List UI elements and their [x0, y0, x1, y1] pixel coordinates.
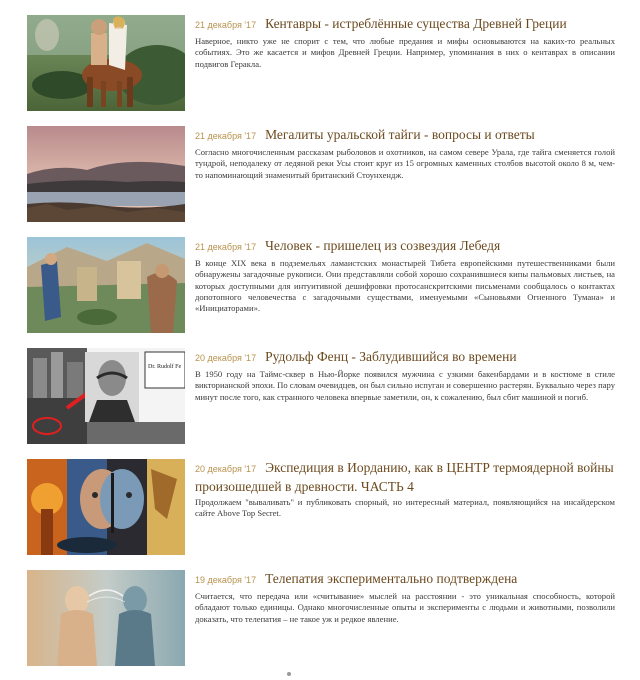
article-body [195, 348, 615, 403]
telepathy-image [27, 570, 185, 666]
article-title-link[interactable]: Человек - пришелец из созвездия Лебедя [265, 238, 501, 253]
article-excerpt: Наверное, никто уже не спорит с тем, что любые предания и мифы основываются на каких-то реальных событиях. Это же касается и мифов Древней Греции. Например, упоминания в них о кентаврах в описании подвигов Геракла. [195, 36, 615, 69]
article-title-link[interactable]: Рудольф Фенц - Заблудившийся во времени [265, 349, 517, 364]
article-thumbnail-megaliths[interactable] [27, 126, 185, 222]
article-excerpt: В конце XIX века в подземельях ламаистских монастырей Тибета европейскими путешественниками были обнаружены загадочные рукописи. Они представляли собой хорошо сохранившиеся кипы пальмовых листьев, на которых доступными для интуитивной дешифровки протосанскритскими письменами сообщалось о контактах допотопного человечества с загадочными существами, именуемыми «Сыновьями Огненного Тумана» и «Инициаторами». [195, 258, 615, 314]
article-date: 21 декабря '17 [195, 131, 257, 141]
article-header [195, 459, 615, 495]
article-title-link[interactable]: Кентавры - истреблённые существа Древней Греции [265, 16, 567, 31]
article-thumbnail-fenz[interactable] [27, 348, 185, 444]
article-header [195, 15, 615, 34]
article-thumbnail-jordan[interactable] [27, 459, 185, 555]
article-item [0, 570, 640, 666]
bottom-dot [287, 672, 291, 676]
article-item [0, 348, 640, 444]
article-excerpt: Продолжаем "вываливать" и публиковать спорный, но интересный материал, появляющийся на инсайдерском сайте Above Top Secret. [195, 497, 615, 519]
article-thumbnail-cygnus[interactable] [27, 237, 185, 333]
article-body [195, 570, 615, 625]
taiga-landscape-image [27, 126, 185, 222]
article-item [0, 237, 640, 333]
article-excerpt: В 1950 году на Таймс-сквер в Нью-Йорке появился мужчина с узкими бакенбардами и в костюме в стиле викторианской эпохи. По словам очевидцев, он был сильно испуган и совершенно растерян. Буквально через пару минут после того, как странного человека впервые заметили, он, к сожалению, был сбит машиной и погиб. [195, 369, 615, 402]
article-title-link[interactable]: Мегалиты уральской тайги - вопросы и ответы [265, 127, 535, 142]
nuclear-war-collage-image [27, 459, 185, 555]
article-body [195, 237, 615, 314]
alien-scene-image [27, 237, 185, 333]
article-date: 21 декабря '17 [195, 242, 257, 252]
article-thumbnail-telepathy[interactable] [27, 570, 185, 666]
article-header [195, 570, 615, 589]
article-item [0, 459, 640, 555]
article-item [0, 126, 640, 222]
article-body [195, 126, 615, 181]
fenz-collage-image [27, 348, 185, 444]
article-date: 19 декабря '17 [195, 575, 257, 585]
article-title-link[interactable]: Экспедиция в Иорданию, как в ЦЕНТР термоядерной войны произошедшей в древности. ЧАСТЬ 4 [195, 460, 614, 494]
article-item [0, 15, 640, 111]
article-excerpt: Согласно многочисленным рассказам рыболовов и охотников, на самом севере Урала, где тайга сменяется голой тундрой, неподалеку от ледяной реки Усы стоит круг из 15 огромных каменных столбов высотой около 8 м, чем-то напоминающий знаменитый британский Стоунхендж. [195, 147, 615, 180]
article-body [195, 459, 615, 520]
article-date: 20 декабря '17 [195, 353, 257, 363]
fenz-sign-text: Dr. Rudolf Fe [148, 364, 182, 370]
article-excerpt: Считается, что передача или «считывание» мыслей на расстоянии - это уникальная способность, которой обладают только единицы. Однако многочисленные опыты и эксперименты с людьми и животными, позволили доказать, что телепатия – не такое уж и редкое явление. [195, 591, 615, 624]
article-body [195, 15, 615, 70]
article-header [195, 126, 615, 145]
article-header [195, 237, 615, 256]
centaur-image [27, 15, 185, 111]
article-header [195, 348, 615, 367]
article-date: 20 декабря '17 [195, 464, 257, 474]
article-date: 21 декабря '17 [195, 20, 257, 30]
article-thumbnail-centaur[interactable] [27, 15, 185, 111]
article-title-link[interactable]: Телепатия экспериментально подтверждена [265, 571, 518, 586]
